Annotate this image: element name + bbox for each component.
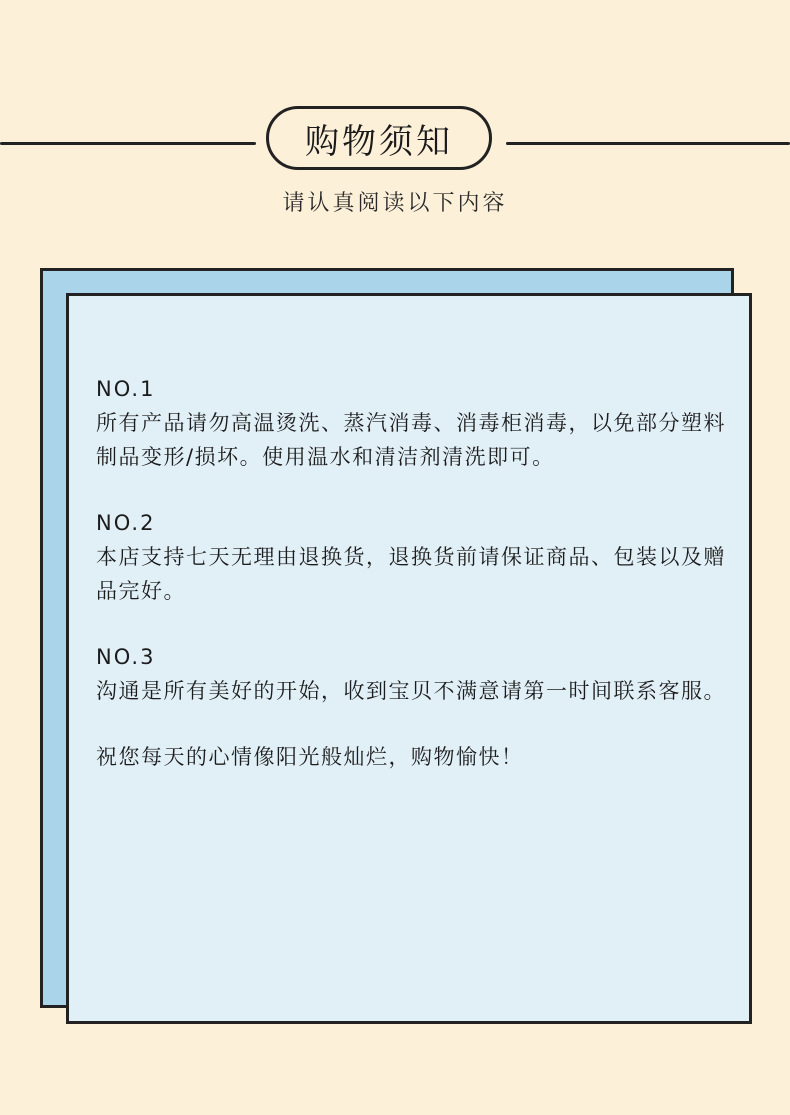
section-number: NO.2: [96, 511, 156, 535]
notice-section-2: [96, 506, 736, 608]
section-text: 沟通是所有美好的开始，收到宝贝不满意请第一时间联系客服。: [96, 679, 726, 703]
notice-section-3: [96, 640, 736, 708]
notice-content: [96, 372, 736, 774]
page-subtitle: 请认真阅读以下内容: [282, 191, 508, 216]
page-title: 购物须知: [266, 106, 492, 170]
header-divider-left: [0, 142, 256, 145]
closing-message: 祝您每天的心情像阳光般灿烂，购物愉快！: [96, 745, 524, 769]
section-text: 所有产品请勿高温烫洗、蒸汽消毒、消毒柜消毒，以免部分塑料制品变形/损坏。使用温水和清洁剂清洗即可。: [96, 411, 726, 469]
section-number: NO.1: [96, 377, 156, 401]
header-divider-right: [506, 142, 790, 145]
section-number: NO.3: [96, 645, 156, 669]
notice-section-1: [96, 372, 736, 474]
section-text: 本店支持七天无理由退换货，退换货前请保证商品、包装以及赠品完好。: [96, 545, 726, 603]
